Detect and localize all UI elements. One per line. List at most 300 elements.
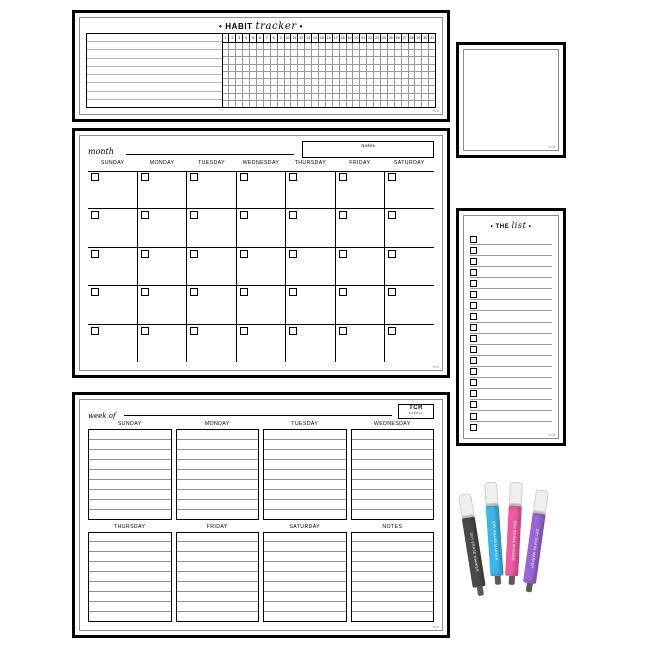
habit-grid-cell[interactable] <box>278 86 285 92</box>
habit-grid-cell[interactable] <box>223 79 230 85</box>
habit-grid-cell[interactable] <box>415 50 422 56</box>
habit-grid-cell[interactable] <box>257 86 264 92</box>
habit-grid-cell[interactable] <box>374 43 381 49</box>
habit-grid-cell[interactable] <box>312 65 319 71</box>
week-write-line[interactable] <box>89 500 171 510</box>
checkbox-icon[interactable] <box>470 236 477 243</box>
week-day-lines[interactable] <box>176 429 260 520</box>
habit-grid-cell[interactable] <box>236 86 243 92</box>
habit-grid-cell[interactable] <box>347 79 354 85</box>
week-day-lines[interactable] <box>88 532 172 623</box>
habit-grid-cell[interactable] <box>229 65 236 71</box>
habit-grid-cell[interactable] <box>326 65 333 71</box>
habit-grid-cell[interactable] <box>319 94 326 100</box>
week-write-line[interactable] <box>89 602 171 612</box>
month-day-cell[interactable] <box>336 209 386 246</box>
week-write-line[interactable] <box>352 552 434 562</box>
habit-name-row[interactable] <box>87 59 222 67</box>
habit-grid-cell[interactable] <box>312 101 319 107</box>
week-write-line[interactable] <box>352 500 434 510</box>
week-write-line[interactable] <box>264 602 346 612</box>
habit-grid-cell[interactable] <box>333 65 340 71</box>
week-write-line[interactable] <box>177 572 259 582</box>
habit-grid-cell[interactable] <box>319 65 326 71</box>
habit-grid-cell[interactable] <box>278 94 285 100</box>
habit-grid-cell[interactable] <box>312 43 319 49</box>
habit-grid-cell[interactable] <box>429 94 435 100</box>
habit-grid-cell[interactable] <box>305 65 312 71</box>
week-day-grid[interactable] <box>88 421 434 622</box>
habit-grid-cell[interactable] <box>257 72 264 78</box>
list-item[interactable] <box>470 378 552 389</box>
month-day-cell[interactable] <box>237 286 287 323</box>
habit-grid-cell[interactable] <box>353 65 360 71</box>
habit-grid-cell[interactable] <box>415 57 422 63</box>
habit-grid-cell[interactable] <box>360 57 367 63</box>
habit-grid-cell[interactable] <box>381 94 388 100</box>
habit-grid-cell[interactable] <box>374 79 381 85</box>
habit-grid-cell[interactable] <box>360 86 367 92</box>
habit-grid-cell[interactable] <box>223 72 230 78</box>
week-write-line[interactable] <box>177 480 259 490</box>
habit-grid-cell[interactable] <box>278 72 285 78</box>
week-write-line[interactable] <box>352 592 434 602</box>
month-day-cell[interactable] <box>88 209 138 246</box>
habit-grid-cell[interactable] <box>381 72 388 78</box>
list-item[interactable] <box>470 256 552 267</box>
week-write-line[interactable] <box>177 542 259 552</box>
habit-grid-cell[interactable] <box>291 50 298 56</box>
habit-grid-cell[interactable] <box>347 43 354 49</box>
habit-grid-cell[interactable] <box>319 79 326 85</box>
week-write-line[interactable] <box>264 562 346 572</box>
blank-board[interactable] <box>456 42 566 158</box>
habit-grid-cell[interactable] <box>291 43 298 49</box>
habit-grid-cell[interactable] <box>340 65 347 71</box>
checkbox-icon[interactable] <box>470 280 477 287</box>
habit-grid-cell[interactable] <box>285 79 292 85</box>
habit-grid-cell[interactable] <box>285 94 292 100</box>
month-day-cell[interactable] <box>138 248 188 285</box>
month-day-cell[interactable] <box>88 286 138 323</box>
habit-grid-cell[interactable] <box>333 101 340 107</box>
week-write-line[interactable] <box>264 592 346 602</box>
checkbox-icon[interactable] <box>470 390 477 397</box>
habit-grid-cell[interactable] <box>326 72 333 78</box>
habit-grid-cell[interactable] <box>236 50 243 56</box>
habit-grid-cell[interactable] <box>340 57 347 63</box>
habit-grid-cell[interactable] <box>353 72 360 78</box>
week-write-line[interactable] <box>89 592 171 602</box>
habit-name-row[interactable] <box>87 83 222 91</box>
week-write-line[interactable] <box>264 572 346 582</box>
week-write-line[interactable] <box>264 533 346 543</box>
habit-grid-cell[interactable] <box>402 79 409 85</box>
habit-grid-cell[interactable] <box>264 79 271 85</box>
habit-grid-cell[interactable] <box>250 94 257 100</box>
habit-grid-cell[interactable] <box>271 43 278 49</box>
habit-grid-cell[interactable] <box>223 43 230 49</box>
week-day-lines[interactable] <box>263 429 347 520</box>
habit-grid-cell[interactable] <box>250 79 257 85</box>
habit-grid-cell[interactable] <box>305 94 312 100</box>
habit-grid-cell[interactable] <box>250 101 257 107</box>
habit-grid-cell[interactable] <box>374 101 381 107</box>
list-item[interactable] <box>470 311 552 322</box>
week-write-line[interactable] <box>352 430 434 440</box>
habit-name-row[interactable] <box>87 67 222 75</box>
habit-grid-cell[interactable] <box>422 43 429 49</box>
habit-grid-cell[interactable] <box>409 79 416 85</box>
week-write-line[interactable] <box>177 582 259 592</box>
week-planner-board[interactable] <box>72 392 450 638</box>
checkbox-icon[interactable] <box>470 424 477 431</box>
habit-grid-cell[interactable] <box>374 65 381 71</box>
checkbox-icon[interactable] <box>470 302 477 309</box>
habit-name-row[interactable] <box>87 92 222 100</box>
habit-grid-cell[interactable] <box>409 50 416 56</box>
habit-grid-cell[interactable] <box>264 94 271 100</box>
week-write-line[interactable] <box>177 460 259 470</box>
habit-tracker-board[interactable] <box>72 10 450 122</box>
month-day-cell[interactable] <box>286 171 336 208</box>
habit-grid-cell[interactable] <box>374 86 381 92</box>
habit-grid-cell[interactable] <box>285 86 292 92</box>
list-item[interactable] <box>470 267 552 278</box>
habit-grid-cell[interactable] <box>278 101 285 107</box>
habit-grid-cell[interactable] <box>291 79 298 85</box>
habit-grid-cell[interactable] <box>360 72 367 78</box>
month-calendar-board[interactable] <box>72 128 450 378</box>
checkbox-icon[interactable] <box>470 346 477 353</box>
habit-grid-cell[interactable] <box>298 79 305 85</box>
habit-grid-cell[interactable] <box>402 86 409 92</box>
habit-grid-cell[interactable] <box>312 57 319 63</box>
habit-grid-cell[interactable] <box>319 72 326 78</box>
habit-grid-cell[interactable] <box>374 72 381 78</box>
habit-grid-cell[interactable] <box>312 50 319 56</box>
week-write-line[interactable] <box>264 460 346 470</box>
checkbox-icon[interactable] <box>470 313 477 320</box>
habit-name-row[interactable] <box>87 34 222 42</box>
week-write-line[interactable] <box>89 542 171 552</box>
habit-tracker-surface[interactable] <box>79 17 443 115</box>
habit-grid-cell[interactable] <box>326 86 333 92</box>
week-write-line[interactable] <box>264 612 346 621</box>
week-write-line[interactable] <box>177 612 259 621</box>
habit-grid-cell[interactable] <box>229 72 236 78</box>
habit-grid-cell[interactable] <box>422 72 429 78</box>
habit-grid-cell[interactable] <box>409 57 416 63</box>
week-write-line[interactable] <box>264 450 346 460</box>
habit-grid-cell[interactable] <box>236 43 243 49</box>
habit-grid-cell[interactable] <box>250 72 257 78</box>
habit-grid-cell[interactable] <box>264 57 271 63</box>
month-day-cell[interactable] <box>88 171 138 208</box>
habit-grid-cell[interactable] <box>312 72 319 78</box>
habit-grid-cell[interactable] <box>319 43 326 49</box>
habit-grid-cell[interactable] <box>381 65 388 71</box>
habit-grid-cell[interactable] <box>333 50 340 56</box>
habit-grid-row[interactable] <box>223 79 436 86</box>
habit-grid-cell[interactable] <box>429 101 435 107</box>
habit-grid-cell[interactable] <box>415 65 422 71</box>
week-write-line[interactable] <box>352 612 434 621</box>
habit-grid-cell[interactable] <box>305 57 312 63</box>
week-write-line[interactable] <box>264 430 346 440</box>
week-write-line[interactable] <box>177 552 259 562</box>
habit-grid-cell[interactable] <box>347 86 354 92</box>
habit-grid-row[interactable] <box>223 86 436 93</box>
week-write-line[interactable] <box>89 460 171 470</box>
habit-grid-cell[interactable] <box>402 50 409 56</box>
habit-grid-cell[interactable] <box>367 101 374 107</box>
week-write-line[interactable] <box>352 510 434 519</box>
habit-grid-cell[interactable] <box>353 94 360 100</box>
habit-grid-cell[interactable] <box>243 94 250 100</box>
habit-grid-cell[interactable] <box>285 57 292 63</box>
habit-grid-cell[interactable] <box>347 72 354 78</box>
habit-grid-cell[interactable] <box>415 79 422 85</box>
habit-grid-cell[interactable] <box>340 50 347 56</box>
habit-grid-cell[interactable] <box>347 94 354 100</box>
month-day-cell[interactable] <box>187 171 237 208</box>
habit-grid-cell[interactable] <box>243 101 250 107</box>
habit-grid-cell[interactable] <box>257 94 264 100</box>
habit-grid-cell[interactable] <box>229 86 236 92</box>
checkbox-icon[interactable] <box>470 335 477 342</box>
habit-grid-cell[interactable] <box>285 65 292 71</box>
week-write-line[interactable] <box>124 415 392 416</box>
week-day-cell[interactable] <box>88 524 172 623</box>
month-day-grid[interactable] <box>88 171 434 362</box>
habit-grid-cell[interactable] <box>429 79 435 85</box>
week-write-line[interactable] <box>352 480 434 490</box>
week-write-line[interactable] <box>264 500 346 510</box>
month-day-cell[interactable] <box>385 248 434 285</box>
habit-grid-cell[interactable] <box>381 79 388 85</box>
week-write-line[interactable] <box>352 582 434 592</box>
checkbox-icon[interactable] <box>470 379 477 386</box>
habit-grid-cell[interactable] <box>298 86 305 92</box>
habit-grid-cell[interactable] <box>415 94 422 100</box>
habit-grid-cell[interactable] <box>409 101 416 107</box>
marker-pink[interactable] <box>505 482 523 586</box>
habit-grid-cell[interactable] <box>271 101 278 107</box>
habit-grid-cell[interactable] <box>395 65 402 71</box>
habit-grid-cell[interactable] <box>395 101 402 107</box>
week-write-line[interactable] <box>89 430 171 440</box>
month-day-cell[interactable] <box>88 325 138 362</box>
month-day-cell[interactable] <box>187 209 237 246</box>
habit-grid-cell[interactable] <box>326 94 333 100</box>
habit-grid-cell[interactable] <box>319 50 326 56</box>
habit-grid-cell[interactable] <box>243 57 250 63</box>
habit-grid-cell[interactable] <box>236 57 243 63</box>
habit-grid-cell[interactable] <box>223 101 230 107</box>
habit-grid-cell[interactable] <box>243 79 250 85</box>
habit-grid-cell[interactable] <box>298 57 305 63</box>
habit-grid-cell[interactable] <box>415 43 422 49</box>
habit-grid-cell[interactable] <box>402 57 409 63</box>
habit-grid-cell[interactable] <box>243 43 250 49</box>
habit-grid-cell[interactable] <box>367 43 374 49</box>
habit-grid-cell[interactable] <box>257 43 264 49</box>
month-day-cell[interactable] <box>385 325 434 362</box>
month-day-cell[interactable] <box>385 209 434 246</box>
checkbox-icon[interactable] <box>470 324 477 331</box>
habit-grid-cell[interactable] <box>319 86 326 92</box>
habit-grid-cell[interactable] <box>360 50 367 56</box>
habit-grid-cell[interactable] <box>312 79 319 85</box>
month-day-cell[interactable] <box>286 325 336 362</box>
habit-grid-cell[interactable] <box>409 72 416 78</box>
week-write-line[interactable] <box>352 460 434 470</box>
month-day-cell[interactable] <box>138 286 188 323</box>
habit-grid-cell[interactable] <box>388 72 395 78</box>
habit-grid-cell[interactable] <box>374 57 381 63</box>
week-write-line[interactable] <box>89 582 171 592</box>
habit-grid-cell[interactable] <box>402 72 409 78</box>
habit-grid-cell[interactable] <box>395 86 402 92</box>
habit-grid-cell[interactable] <box>422 86 429 92</box>
habit-grid-cell[interactable] <box>250 50 257 56</box>
checkbox-icon[interactable] <box>470 413 477 420</box>
month-day-cell[interactable] <box>88 248 138 285</box>
habit-grid-cell[interactable] <box>388 57 395 63</box>
habit-grid-cell[interactable] <box>374 50 381 56</box>
habit-grid-cell[interactable] <box>285 72 292 78</box>
habit-grid-cell[interactable] <box>388 79 395 85</box>
habit-grid-cell[interactable] <box>250 43 257 49</box>
habit-grid-cell[interactable] <box>326 50 333 56</box>
habit-grid-cell[interactable] <box>347 101 354 107</box>
habit-grid-cell[interactable] <box>422 50 429 56</box>
marker-blue[interactable] <box>484 482 504 586</box>
habit-grid-cell[interactable] <box>285 50 292 56</box>
habit-grid-cell[interactable] <box>257 57 264 63</box>
habit-grid-cell[interactable] <box>298 101 305 107</box>
week-write-line[interactable] <box>264 542 346 552</box>
habit-grid-cell[interactable] <box>340 72 347 78</box>
habit-grid-cell[interactable] <box>229 43 236 49</box>
habit-grid-cell[interactable] <box>422 94 429 100</box>
month-write-line[interactable] <box>126 154 294 155</box>
week-write-line[interactable] <box>177 440 259 450</box>
habit-grid-cell[interactable] <box>429 86 435 92</box>
week-day-lines[interactable] <box>88 429 172 520</box>
habit-grid-cell[interactable] <box>381 86 388 92</box>
habit-grid-cell[interactable] <box>278 79 285 85</box>
habit-grid-cell[interactable] <box>402 101 409 107</box>
week-write-line[interactable] <box>177 470 259 480</box>
habit-grid-cell[interactable] <box>388 50 395 56</box>
habit-grid-cell[interactable] <box>429 57 435 63</box>
habit-grid-cell[interactable] <box>312 94 319 100</box>
habit-grid-cell[interactable] <box>409 86 416 92</box>
habit-grid-cell[interactable] <box>360 94 367 100</box>
habit-grid-cell[interactable] <box>264 86 271 92</box>
habit-grid-row[interactable] <box>223 72 436 79</box>
habit-grid-cell[interactable] <box>347 65 354 71</box>
habit-grid-cell[interactable] <box>429 43 435 49</box>
habit-grid-row[interactable] <box>223 65 436 72</box>
habit-grid-cell[interactable] <box>360 101 367 107</box>
month-day-cell[interactable] <box>286 209 336 246</box>
month-day-cell[interactable] <box>336 171 386 208</box>
habit-grid-cell[interactable] <box>223 94 230 100</box>
habit-grid-cell[interactable] <box>305 43 312 49</box>
habit-grid-cell[interactable] <box>395 43 402 49</box>
habit-grid-cell[interactable] <box>243 50 250 56</box>
habit-grid-cell[interactable] <box>415 101 422 107</box>
habit-grid-cell[interactable] <box>278 57 285 63</box>
habit-grid-cell[interactable] <box>388 65 395 71</box>
habit-grid-cell[interactable] <box>367 79 374 85</box>
habit-grid-cell[interactable] <box>402 43 409 49</box>
habit-grid-cell[interactable] <box>223 57 230 63</box>
list-item[interactable] <box>470 245 552 256</box>
habit-grid-cell[interactable] <box>333 79 340 85</box>
month-day-cell[interactable] <box>138 209 188 246</box>
habit-grid-cell[interactable] <box>243 86 250 92</box>
habit-grid-cell[interactable] <box>271 57 278 63</box>
habit-grid-cell[interactable] <box>388 43 395 49</box>
week-day-lines[interactable] <box>263 532 347 623</box>
habit-grid-cell[interactable] <box>395 50 402 56</box>
week-write-line[interactable] <box>352 533 434 543</box>
week-day-lines[interactable] <box>176 532 260 623</box>
habit-grid-cell[interactable] <box>243 72 250 78</box>
habit-grid-cell[interactable] <box>305 86 312 92</box>
habit-grid-cell[interactable] <box>333 72 340 78</box>
habit-grid-cell[interactable] <box>395 72 402 78</box>
habit-grid-cell[interactable] <box>271 94 278 100</box>
habit-grid-cell[interactable] <box>409 94 416 100</box>
habit-grid-cell[interactable] <box>381 57 388 63</box>
habit-grid-cell[interactable] <box>340 86 347 92</box>
checkbox-icon[interactable] <box>470 401 477 408</box>
habit-grid-cell[interactable] <box>326 79 333 85</box>
habit-grid-cell[interactable] <box>229 57 236 63</box>
habit-grid-cell[interactable] <box>340 79 347 85</box>
month-notes-box[interactable] <box>302 141 434 158</box>
month-day-cell[interactable] <box>286 286 336 323</box>
habit-grid-row[interactable] <box>223 94 436 101</box>
habit-grid-cell[interactable] <box>367 57 374 63</box>
month-day-cell[interactable] <box>385 171 434 208</box>
habit-grid-cell[interactable] <box>388 94 395 100</box>
week-write-line[interactable] <box>177 510 259 519</box>
week-write-line[interactable] <box>352 562 434 572</box>
habit-grid-cell[interactable] <box>257 79 264 85</box>
month-calendar-surface[interactable] <box>79 135 443 371</box>
habit-grid-cell[interactable] <box>271 72 278 78</box>
habit-grid-cell[interactable] <box>353 57 360 63</box>
week-write-line[interactable] <box>177 592 259 602</box>
month-day-cell[interactable] <box>336 286 386 323</box>
habit-grid-cell[interactable] <box>367 65 374 71</box>
month-day-cell[interactable] <box>385 286 434 323</box>
habit-grid-cell[interactable] <box>250 65 257 71</box>
week-write-line[interactable] <box>177 490 259 500</box>
habit-grid-cell[interactable] <box>264 43 271 49</box>
habit-grid-cell[interactable] <box>381 101 388 107</box>
habit-grid-cell[interactable] <box>250 86 257 92</box>
habit-grid-cell[interactable] <box>353 79 360 85</box>
habit-grid-cell[interactable] <box>257 65 264 71</box>
habit-grid-cell[interactable] <box>305 72 312 78</box>
